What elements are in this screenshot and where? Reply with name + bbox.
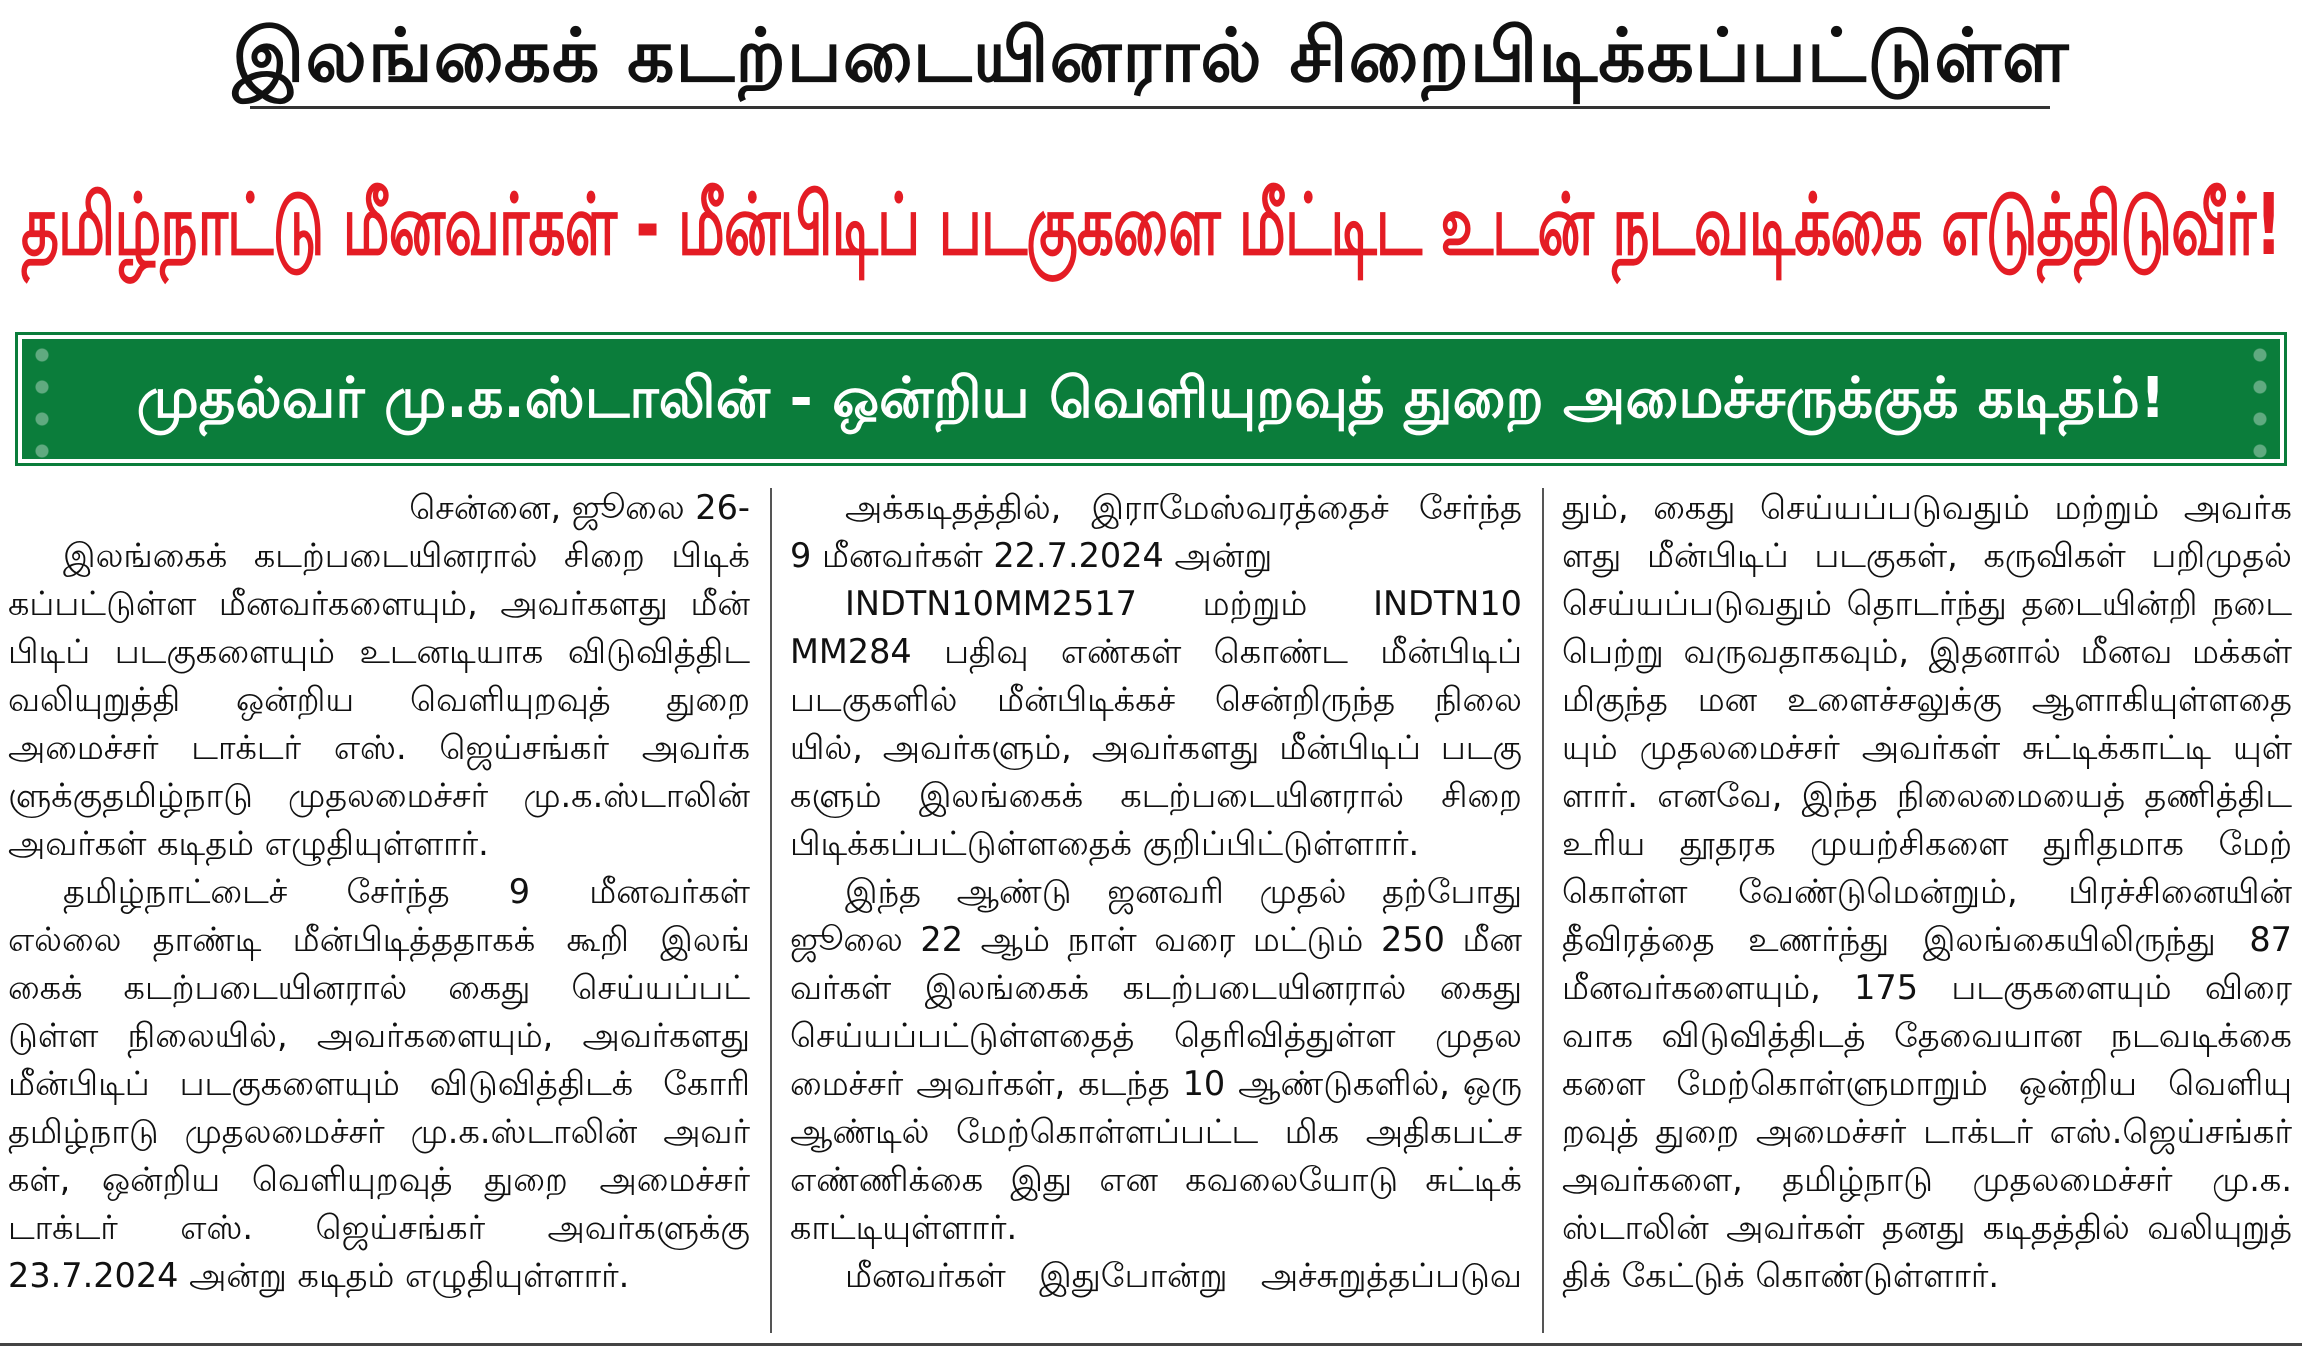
body-line: ளுக்குதமிழ்நாடு முதலமைச்சர் மு.க.ஸ்டாலின் <box>8 776 750 815</box>
body-line: 23.7.2024 அன்று கடிதம் எழுதியுள்ளார். <box>8 1256 630 1295</box>
body-line: INDTN10MM2517 மற்றும் INDTN10 <box>845 584 1522 623</box>
body-line: மிகுந்த மன உளைச்சலுக்கு ஆளாகியுள்ளதை <box>1562 680 2292 719</box>
body-line: எல்லை தாண்டி மீன்பிடித்ததாகக் கூறி இலங் <box>8 920 750 959</box>
body-line: கப்பட்டுள்ள மீனவர்களையும், அவர்களது மீன் <box>8 584 750 623</box>
body-line: றவுத் துறை அமைச்சர் டாக்டர் எஸ்.ஜெய்சங்கர் <box>1562 1112 2292 1151</box>
body-line: மைச்சர் அவர்கள், கடந்த 10 ஆண்டுகளில், ஒரு <box>790 1064 1522 1103</box>
body-line: தீவிரத்தை உணர்ந்து இலங்கையிலிருந்து 87 <box>1562 920 2292 959</box>
body-line: யும் முதலமைச்சர் அவர்கள் சுட்டிக்காட்டி யுள் <box>1562 728 2292 767</box>
body-line: ளது மீன்பிடிப் படகுகள், கருவிகள் பறிமுதல் <box>1562 536 2292 575</box>
article-column-2 <box>790 484 1522 1300</box>
body-line: தமிழ்நாட்டைச் சேர்ந்த 9 மீனவர்கள் <box>63 872 750 911</box>
banner-text: முதல்வர் மு.க.ஸ்டாலின் - ஒன்றிய வெளியுறவுத் துறை அமைச்சருக்குக் கடிதம்! <box>136 366 2166 431</box>
body-line: டுள்ள நிலையில், அவர்களையும், அவர்களது <box>8 1016 750 1055</box>
body-line: களும் இலங்கைக் கடற்படையினரால் சிறை <box>790 776 1522 815</box>
body-line: வலியுறுத்தி ஒன்றிய வெளியுறவுத் துறை <box>8 680 750 719</box>
body-line: உரிய தூதரக முயற்சிகளை துரிதமாக மேற் <box>1562 824 2292 863</box>
bottom-rule <box>0 1343 2302 1346</box>
body-line: கள், ஒன்றிய வெளியுறவுத் துறை அமைச்சர் <box>8 1160 750 1199</box>
body-line: இலங்கைக் கடற்படையினரால் சிறை பிடிக் <box>63 536 750 575</box>
body-line: அக்கடிதத்தில், இராமேஸ்வரத்தைச் சேர்ந்த <box>845 488 1522 527</box>
article-column-1 <box>8 484 750 1300</box>
body-line: ஜூலை 22 ஆம் நாள் வரை மட்டும் 250 மீன <box>790 920 1522 959</box>
article-columns <box>0 484 2302 1334</box>
body-line: அமைச்சர் டாக்டர் எஸ். ஜெய்சங்கர் அவர்க <box>8 728 750 767</box>
dateline: சென்னை, ஜூலை 26- <box>409 488 750 527</box>
body-line: 9 மீனவர்கள் 22.7.2024 அன்று <box>790 536 1273 575</box>
body-line: மீனவர்களையும், 175 படகுகளையும் விரை <box>1562 968 2292 1007</box>
body-line: காட்டியுள்ளார். <box>790 1208 1018 1247</box>
subheadline-banner <box>18 335 2284 463</box>
body-line: கொள்ள வேண்டுமென்றும், பிரச்சினையின் <box>1562 872 2292 911</box>
main-headline: தமிழ்நாட்டு மீனவர்கள் - மீன்பிடிப் படகுகளை மீட்டிட உடன் நடவடிக்கை எடுத்திடுவீர்! <box>21 175 2281 275</box>
body-line: ஆண்டில் மேற்கொள்ளப்பட்ட மிக அதிகபட்ச <box>790 1112 1522 1151</box>
article-column-3 <box>1562 484 2292 1300</box>
body-line: பிடிக்கப்பட்டுள்ளதைக் குறிப்பிட்டுள்ளார். <box>790 824 1420 863</box>
body-line: கைக் கடற்படையினரால் கைது செய்யப்பட் <box>8 968 750 1007</box>
body-line: மீனவர்கள் இதுபோன்று அச்சுறுத்தப்படுவ <box>845 1256 1522 1295</box>
body-line: ளார். எனவே, இந்த நிலைமையைத் தணித்திட <box>1562 776 2292 815</box>
body-line: செய்யப்பட்டுள்ளதைத் தெரிவித்துள்ள முதல <box>790 1016 1522 1055</box>
body-line: பிடிப் படகுகளையும் உடனடியாக விடுவித்திட <box>8 632 750 671</box>
body-line: ஸ்டாலின் அவர்கள் தனது கடிதத்தில் வலியுறுத் <box>1562 1208 2292 1247</box>
body-line: தும், கைது செய்யப்படுவதும் மற்றும் அவர்க <box>1562 488 2292 527</box>
body-line: மீன்பிடிப் படகுகளையும் விடுவித்திடக் கோரி <box>8 1064 750 1103</box>
body-line: தமிழ்நாடு முதலமைச்சர் மு.க.ஸ்டாலின் அவர் <box>8 1112 750 1151</box>
body-line: MM284 பதிவு எண்கள் கொண்ட மீன்பிடிப் <box>790 632 1522 671</box>
body-line: செய்யப்படுவதும் தொடர்ந்து தடையின்றி நடை <box>1562 584 2292 623</box>
body-line: அவர்களை, தமிழ்நாடு முதலமைச்சர் மு.க. <box>1562 1160 2292 1199</box>
kicker-headline: இலங்கைக் கடற்படையினரால் சிறைபிடிக்கப்பட்டுள்ள <box>232 13 2070 99</box>
body-line: திக் கேட்டுக் கொண்டுள்ளார். <box>1562 1256 2000 1295</box>
body-line: இந்த ஆண்டு ஜனவரி முதல் தற்போது <box>845 872 1522 911</box>
body-line: வாக விடுவித்திடத் தேவையான நடவடிக்கை <box>1562 1016 2292 1055</box>
body-line: டாக்டர் எஸ். ஜெய்சங்கர் அவர்களுக்கு <box>8 1208 750 1247</box>
body-line: அவர்கள் கடிதம் எழுதியுள்ளார். <box>8 824 489 863</box>
body-line: களை மேற்கொள்ளுமாறும் ஒன்றிய வெளியு <box>1562 1064 2292 1103</box>
body-line: வர்கள் இலங்கைக் கடற்படையினரால் கைது <box>790 968 1522 1007</box>
body-line: படகுகளில் மீன்பிடிக்கச் சென்றிருந்த நிலை <box>790 680 1522 719</box>
body-line: எண்ணிக்கை இது என கவலையோடு சுட்டிக் <box>790 1160 1522 1199</box>
body-line: யில், அவர்களும், அவர்களது மீன்பிடிப் படகு <box>790 728 1522 767</box>
body-line: பெற்று வருவதாகவும், இதனால் மீனவ மக்கள் <box>1562 632 2292 671</box>
